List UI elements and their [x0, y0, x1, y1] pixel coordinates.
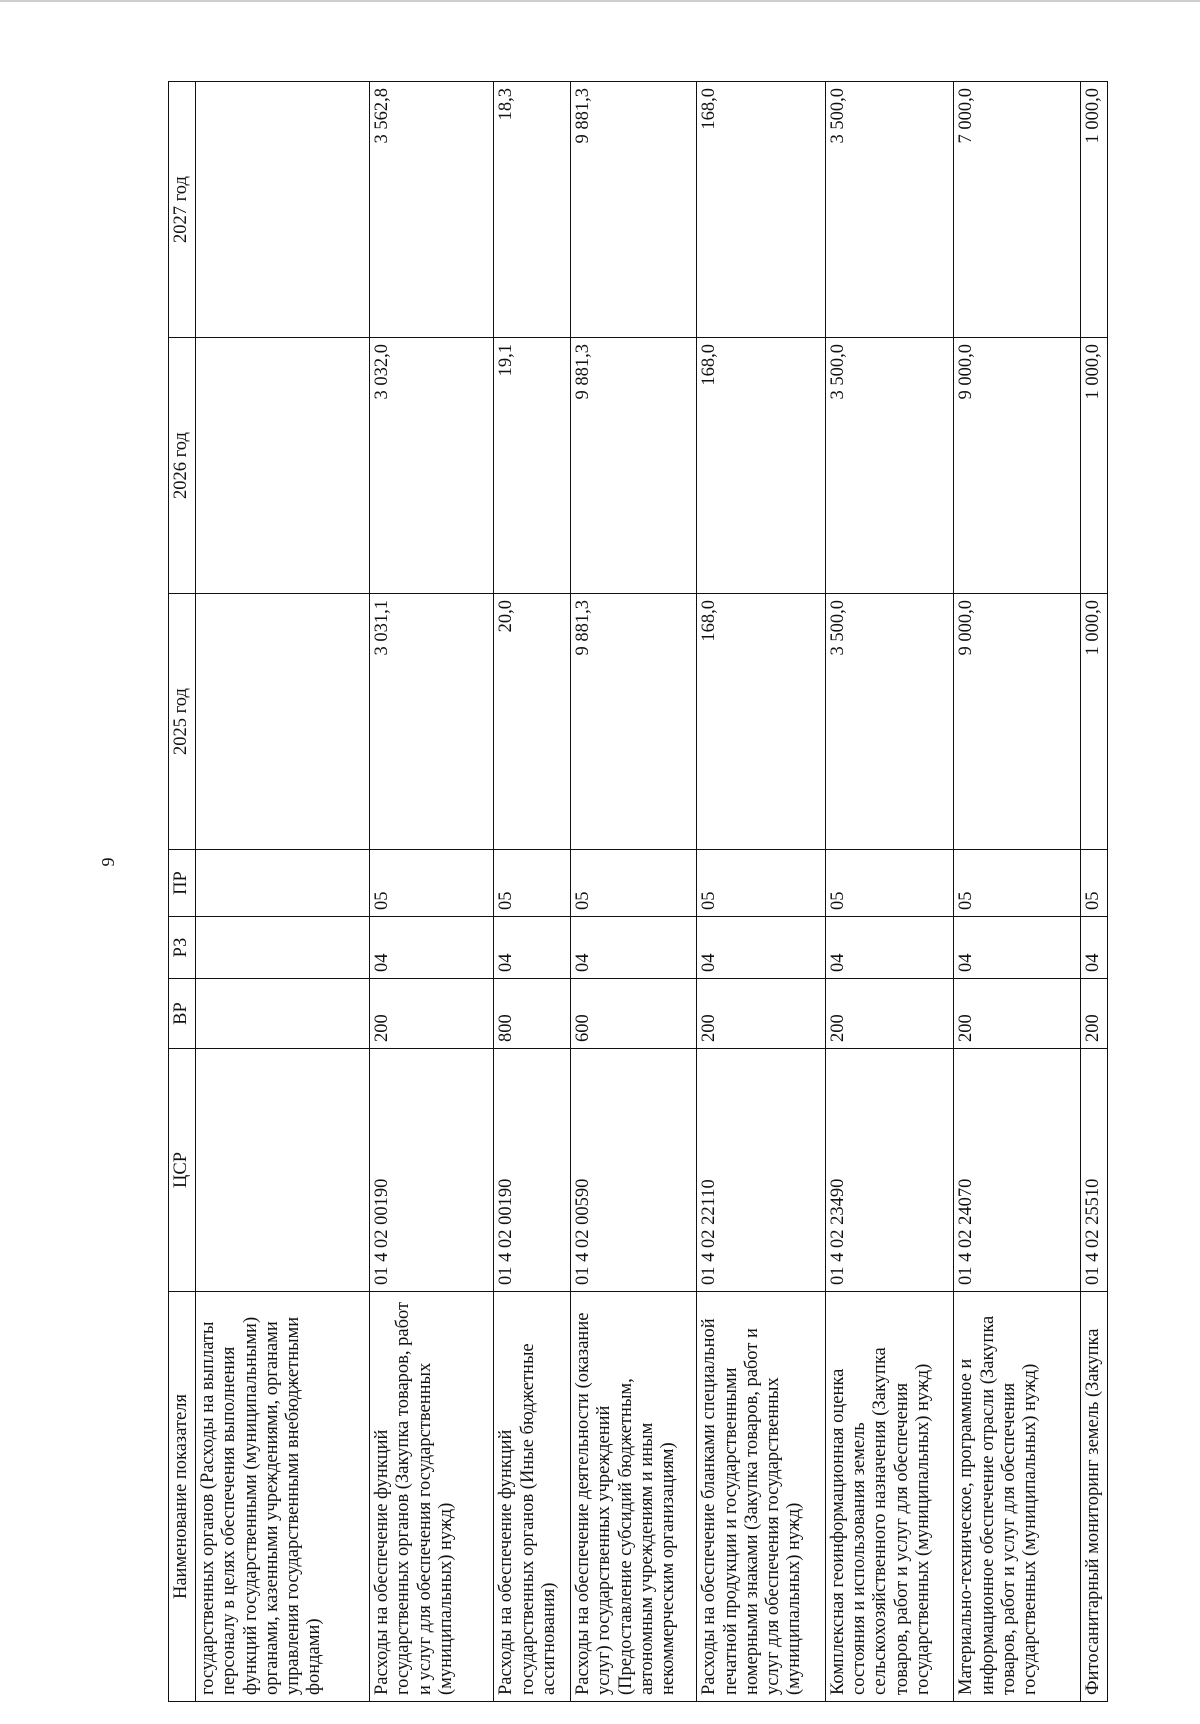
row-2027-cell: [196, 82, 370, 338]
row-rz-cell: [196, 917, 370, 979]
row-rz-cell: 04: [697, 917, 825, 979]
row-2026-cell: 168,0: [697, 338, 825, 594]
row-csr-cell: 01 4 02 00190: [370, 1049, 494, 1292]
header-2027: 2027 год: [169, 82, 196, 338]
table-row: [494, 82, 571, 1702]
row-rz-cell: 04: [1080, 917, 1107, 979]
row-name-cell: Материально-техническое, программное и информационное обеспечение отрасли (Закупка товаров, работ и услуг для обеспечения государственных (муниципальных) нужд): [954, 1292, 1080, 1702]
row-2027-cell: 18,3: [494, 82, 571, 338]
rotated-page-content: [168, 82, 1108, 1702]
table-row: [196, 82, 370, 1702]
row-pr-cell: 05: [370, 850, 494, 917]
row-csr-cell: 01 4 02 00590: [571, 1049, 697, 1292]
row-name-cell: Комплексная геоинформационная оценка состояния и использования земель сельскохозяйственного назначения (Закупка товаров, работ и услуг для обеспечения государственных (муниципальных) нужд): [825, 1292, 953, 1702]
row-2026-cell: 19,1: [494, 338, 571, 594]
row-pr-cell: 05: [954, 850, 1080, 917]
row-name-cell: государственных органов (Расходы на выплаты персоналу в целях обеспечения выполнения функций государственными (муниципальными) органами, казенными учреждениями, органами управления государственными внебюджетными фондами): [196, 1292, 370, 1702]
row-pr-cell: 05: [494, 850, 571, 917]
header-vr: ВР: [169, 979, 196, 1049]
table-row: [954, 82, 1080, 1702]
row-name-cell: Расходы на обеспечение деятельности (оказание услуг) государственных учреждений (Предоставление субсидий бюджетным, автономным учреждениям и иным некоммерческим организациям): [571, 1292, 697, 1702]
row-csr-cell: 01 4 02 22110: [697, 1049, 825, 1292]
row-pr-cell: 05: [1080, 850, 1107, 917]
row-2026-cell: 3 500,0: [825, 338, 953, 594]
row-2025-cell: 20,0: [494, 594, 571, 850]
row-2026-cell: 9 881,3: [571, 338, 697, 594]
row-2026-cell: 1 000,0: [1080, 338, 1107, 594]
header-2025: 2025 год: [169, 594, 196, 850]
table-row: [571, 82, 697, 1702]
row-vr-cell: 200: [954, 979, 1080, 1049]
row-pr-cell: [196, 850, 370, 917]
row-2027-cell: 1 000,0: [1080, 82, 1107, 338]
row-2025-cell: 1 000,0: [1080, 594, 1107, 850]
row-2025-cell: 9 881,3: [571, 594, 697, 850]
row-vr-cell: [196, 979, 370, 1049]
row-csr-cell: 01 4 02 00190: [494, 1049, 571, 1292]
row-2027-cell: 9 881,3: [571, 82, 697, 338]
header-rz: РЗ: [169, 917, 196, 979]
row-vr-cell: 800: [494, 979, 571, 1049]
row-rz-cell: 04: [494, 917, 571, 979]
page-number: 9: [98, 857, 118, 867]
row-csr-cell: 01 4 02 23490: [825, 1049, 953, 1292]
row-2027-cell: 7 000,0: [954, 82, 1080, 338]
row-csr-cell: 01 4 02 24070: [954, 1049, 1080, 1292]
header-pr: ПР: [169, 850, 196, 917]
table-row: [370, 82, 494, 1702]
row-2025-cell: 3 500,0: [825, 594, 953, 850]
row-csr-cell: [196, 1049, 370, 1292]
row-csr-cell: 01 4 02 25510: [1080, 1049, 1107, 1292]
row-pr-cell: 05: [825, 850, 953, 917]
table-row: [697, 82, 825, 1702]
row-name-cell: Расходы на обеспечение функций государственных органов (Закупка товаров, работ и услуг для обеспечения государственных (муниципальных) нужд): [370, 1292, 494, 1702]
header-csr: ЦСР: [169, 1049, 196, 1292]
row-rz-cell: 04: [825, 917, 953, 979]
row-name-cell: Расходы на обеспечение функций государственных органов (Иные бюджетные ассигнования): [494, 1292, 571, 1702]
row-2026-cell: [196, 338, 370, 594]
row-rz-cell: 04: [571, 917, 697, 979]
row-pr-cell: 05: [697, 850, 825, 917]
scan-edge: [0, 0, 1200, 2]
row-vr-cell: 200: [825, 979, 953, 1049]
row-vr-cell: 200: [1080, 979, 1107, 1049]
row-vr-cell: 200: [697, 979, 825, 1049]
header-2026: 2026 год: [169, 338, 196, 594]
table-header-row: [169, 82, 196, 1702]
row-2026-cell: 3 032,0: [370, 338, 494, 594]
row-2025-cell: 9 000,0: [954, 594, 1080, 850]
table-row: [825, 82, 953, 1702]
row-2027-cell: 3 500,0: [825, 82, 953, 338]
row-vr-cell: 600: [571, 979, 697, 1049]
budget-table: [168, 81, 1108, 1702]
row-vr-cell: 200: [370, 979, 494, 1049]
row-rz-cell: 04: [954, 917, 1080, 979]
header-name: Наименование показателя: [169, 1292, 196, 1702]
row-2026-cell: 9 000,0: [954, 338, 1080, 594]
row-pr-cell: 05: [571, 850, 697, 917]
row-2027-cell: 168,0: [697, 82, 825, 338]
row-2025-cell: 3 031,1: [370, 594, 494, 850]
row-rz-cell: 04: [370, 917, 494, 979]
row-2025-cell: 168,0: [697, 594, 825, 850]
row-2025-cell: [196, 594, 370, 850]
table-row: [1080, 82, 1107, 1702]
row-name-cell: Фитосанитарный мониторинг земель (Закупка: [1080, 1292, 1107, 1702]
row-2027-cell: 3 562,8: [370, 82, 494, 338]
row-name-cell: Расходы на обеспечение бланками специальной печатной продукции и государственными номерными знаками (Закупка товаров, работ и услуг для обеспечения государственных (муниципальных) нужд): [697, 1292, 825, 1702]
